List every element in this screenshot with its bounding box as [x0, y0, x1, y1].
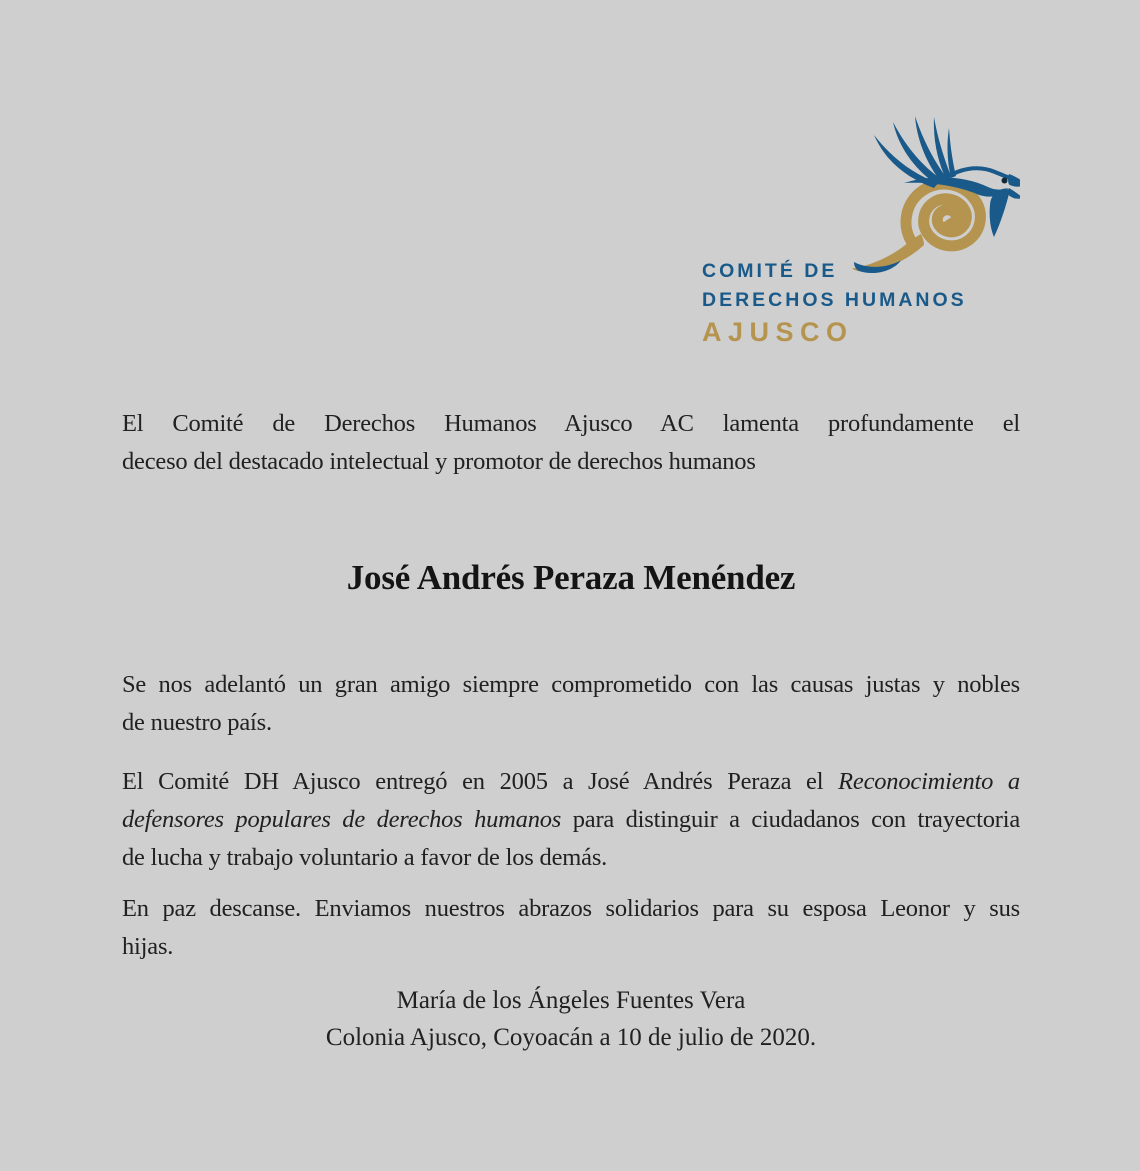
recognition-line [122, 801, 1020, 839]
signature-block [122, 982, 1020, 1056]
intro-line: El Comité de Derechos Humanos Ajusco AC lamenta profundamente el [122, 410, 1020, 437]
condolence-paragraph [122, 890, 1020, 966]
intro-line: deceso del destacado intelectual y promotor de derechos humanos [122, 448, 756, 475]
award-name-text: defensores populares de derechos humanos [122, 806, 562, 833]
recognition-paragraph [122, 763, 1020, 877]
tribute-line: Se nos adelantó un gran amigo siempre comprometido con las causas justas y nobles [122, 671, 1020, 698]
recognition-text: para distinguir a ciudadanos con trayectoria [561, 806, 1020, 833]
deceased-name-title: José Andrés Peraza Menéndez [346, 558, 796, 597]
signature-place-date: Colonia Ajusco, Coyoacán a 10 de julio de 2020. [325, 1024, 817, 1051]
intro-paragraph [122, 405, 1020, 481]
dove-spiral-icon [852, 116, 1020, 273]
recognition-text: El Comité DH Ajusco entregó en 2005 a José Andrés Peraza el [122, 768, 839, 795]
award-name-text: Reconocimiento a [838, 768, 1020, 795]
tribute-paragraph [122, 666, 1020, 742]
recognition-line [122, 763, 1020, 801]
recognition-line: de lucha y trabajo voluntario a favor de los demás. [122, 844, 608, 871]
tribute-line: de nuestro país. [122, 709, 272, 736]
bird-eye-icon [1002, 178, 1008, 184]
condolence-line: En paz descanse. Enviamos nuestros abrazos solidarios para su esposa Leonor y sus [122, 895, 1020, 922]
beak-upper-icon [1008, 174, 1020, 187]
organization-logo [680, 95, 1020, 355]
condolence-line: hijas. [122, 933, 174, 960]
signature-name: María de los Ángeles Fuentes Vera [396, 987, 746, 1014]
logo-org-line3: AJUSCO [702, 317, 854, 347]
logo-org-line1: COMITÉ DE [702, 260, 838, 282]
logo-org-line2: DERECHOS HUMANOS [702, 289, 967, 311]
